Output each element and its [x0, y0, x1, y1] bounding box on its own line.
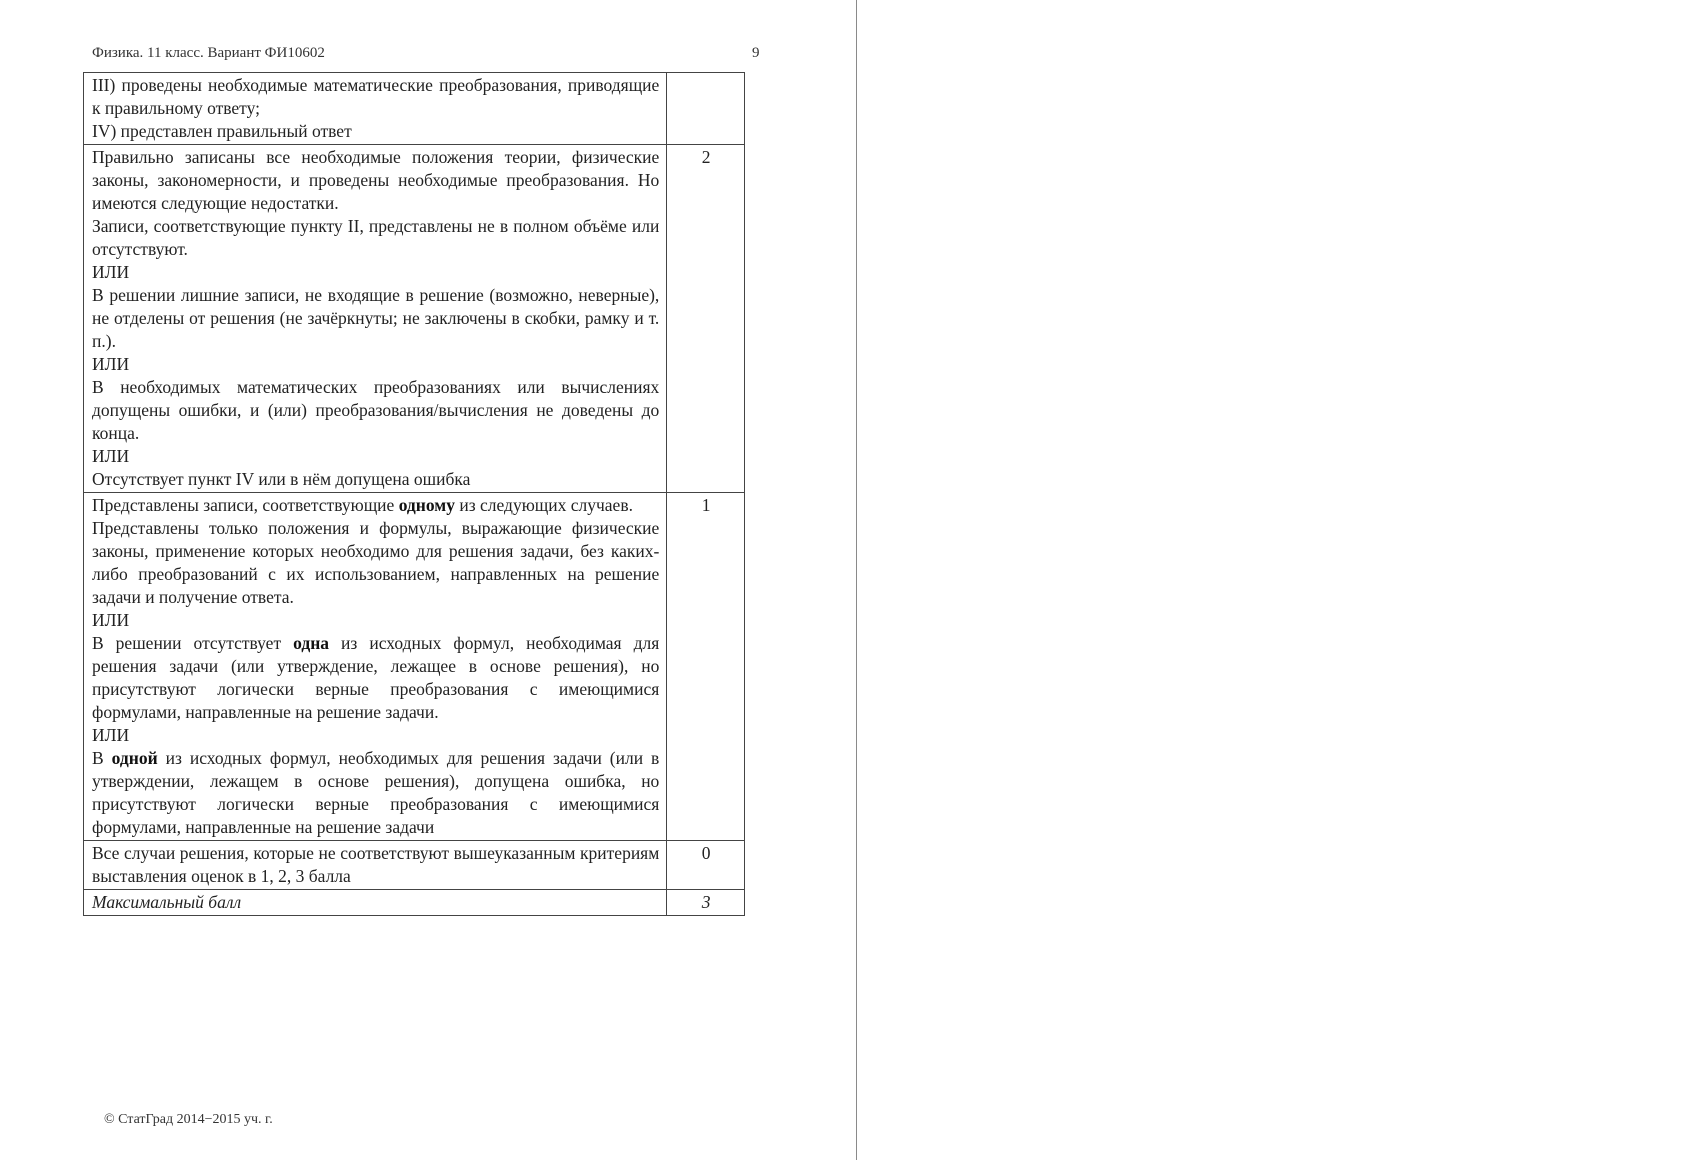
text-run: В — [92, 748, 112, 768]
criteria-row-max-score — [84, 890, 745, 916]
or-separator: ИЛИ — [92, 725, 130, 745]
text-run: из исходных формул, необходимых для решения задачи (или в утверждении, лежащем в основе решения), допущена ошибка, но присутствуют логически верные преобразования с имеющимися формулами, направленные на решение задачи — [92, 748, 660, 837]
criteria-paragraph: Записи, соответствующие пункту II, представлены не в полном объёме или отсутствуют. — [92, 216, 660, 259]
criteria-text-cell — [84, 493, 667, 841]
criteria-text-cell — [84, 841, 667, 890]
or-separator: ИЛИ — [92, 354, 130, 374]
criteria-text-cell — [84, 145, 667, 493]
right-page-blank — [857, 0, 1706, 1160]
criteria-row-score-2 — [84, 145, 745, 493]
criteria-table — [83, 72, 745, 916]
criteria-paragraph: В решении лишние записи, не входящие в решение (возможно, неверные), не отделены от решения (не зачёркнуты; не заключены в скобки, рамку и т. п.). — [92, 285, 660, 351]
criteria-paragraph: Отсутствует пункт IV или в нём допущена ошибка — [92, 469, 471, 489]
criteria-row-continuation — [84, 73, 745, 145]
criteria-paragraph: Представлены только положения и формулы, выражающие физические законы, применение которых необходимо для решения задачи, без каких-либо преобразований с их использованием, направленных на решение задачи и получение ответа. — [92, 518, 660, 607]
criteria-paragraph: Все случаи решения, которые не соответствуют вышеуказанным критериям выставления оценок в 1, 2, 3 балла — [92, 843, 660, 886]
text-run: Представлены записи, соответствующие — [92, 495, 399, 515]
page-header-title: Физика. 11 класс. Вариант ФИ10602 — [92, 45, 325, 61]
page-number: 9 — [752, 45, 760, 61]
text-run: из следующих случаев. — [454, 495, 633, 515]
page-footer-copyright: © СтатГрад 2014−2015 уч. г. — [104, 1112, 273, 1127]
criteria-text-cell — [84, 73, 667, 145]
or-separator: ИЛИ — [92, 262, 130, 282]
score-cell — [667, 73, 745, 145]
max-score-value: 3 — [667, 890, 745, 916]
criteria-paragraph: IV) представлен правильный ответ — [92, 121, 352, 141]
criteria-row-score-1 — [84, 493, 745, 841]
text-run: из исходных формул, необходимая для решения задачи (или утверждение, лежащее в основе решения), но присутствуют логически верные преобразования с имеющимися формулами, направленные на решение задачи. — [92, 633, 660, 722]
score-cell: 2 — [667, 145, 745, 493]
bold-text: одной — [111, 748, 158, 768]
score-cell: 1 — [667, 493, 745, 841]
or-separator: ИЛИ — [92, 446, 130, 466]
criteria-row-score-0 — [84, 841, 745, 890]
criteria-paragraph: В необходимых математических преобразованиях или вычислениях допущены ошибки, и (или) преобразования/вычисления не доведены до конца. — [92, 377, 660, 443]
or-separator: ИЛИ — [92, 610, 130, 630]
criteria-paragraph: Правильно записаны все необходимые положения теории, физические законы, закономерности, и проведены необходимые преобразования. Но имеются следующие недостатки. — [92, 147, 660, 213]
criteria-paragraph — [92, 632, 659, 724]
bold-text: одному — [398, 495, 455, 515]
criteria-paragraph: III) проведены необходимые математические преобразования, приводящие к правильному ответу; — [92, 75, 660, 118]
text-run: В решении отсутствует — [92, 633, 294, 653]
criteria-paragraph — [92, 747, 659, 839]
max-score-label: Максимальный балл — [84, 890, 667, 916]
score-cell: 0 — [667, 841, 745, 890]
bold-text: одна — [293, 633, 330, 653]
criteria-paragraph — [92, 494, 659, 517]
